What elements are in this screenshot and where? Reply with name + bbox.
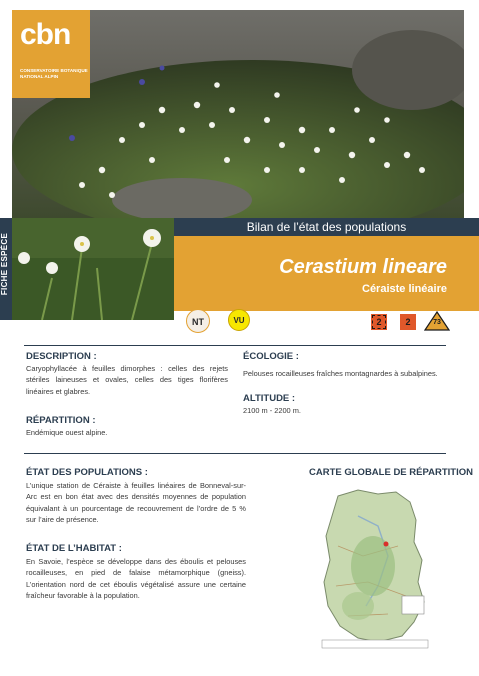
species-latin-name: Cerastium lineare — [279, 256, 447, 278]
flower-thumbnail-image — [12, 218, 174, 320]
etat-habitat-text: En Savoie, l’espèce se développe dans des éboulis et pelouses rocailleuses, en pied de falaise métamorphique (gneiss). L’orientation nord de cet éboulis végétalisé assure une certaine fraîcheur favorable à la population. — [26, 557, 246, 601]
carte-heading: CARTE GLOBALE DE RÉPARTITION — [309, 467, 473, 478]
logo-subtitle: CONSERVATOIRE BOTANIQUE NATIONAL ALPIN — [20, 68, 88, 79]
ecologie-heading: ÉCOLOGIE : — [243, 351, 299, 362]
description-heading: DESCRIPTION : — [26, 351, 97, 362]
flower-thumbnail — [12, 218, 174, 320]
bilan-header: Bilan de l’état des populations — [174, 218, 479, 236]
etat-populations-text: L’unique station de Céraiste à feuilles linéaires de Bonneval-sur-Arc est en bon état avec des densités moyennes de population équivalant à un pourcentage de recouvrement de l’ordre de 5 % sur l’aire de présence. — [26, 481, 246, 525]
altitude-text: 2100 m - 2200 m. — [243, 406, 301, 415]
repartition-text: Endémique ouest alpine. — [26, 428, 108, 437]
hero-photo — [12, 10, 464, 218]
etat-habitat-heading: ÉTAT DE L’HABITAT : — [26, 543, 122, 554]
status-tag-dashed: 2 — [371, 314, 387, 330]
logo-text: cbn — [20, 18, 71, 51]
altitude-heading: ALTITUDE : — [243, 393, 296, 404]
status-tag-solid: 2 — [400, 314, 416, 330]
distribution-map-image — [318, 486, 432, 652]
repartition-heading: RÉPARTITION : — [26, 415, 96, 426]
side-label: FICHE ESPÈCE — [0, 232, 9, 296]
description-text: Caryophyllacée à feuilles dimorphes : celles des rejets stériles laineuses et ovales, celles des tiges florifères linéaires et glabres. — [26, 364, 228, 396]
department-warning-icon — [424, 311, 450, 331]
divider-top — [24, 345, 446, 346]
department-number: 73 — [433, 319, 441, 326]
status-vu-badge: VU — [228, 309, 250, 331]
species-common-name: Céraiste linéaire — [362, 283, 447, 295]
distribution-map — [318, 486, 432, 652]
status-nt-badge: NT — [186, 309, 210, 333]
divider-middle — [24, 453, 446, 454]
ecologie-text: Pelouses rocailleuses fraîches montagnardes à subalpines. — [243, 369, 438, 378]
etat-populations-heading: ÉTAT DES POPULATIONS : — [26, 467, 148, 478]
logo-block — [12, 10, 90, 98]
